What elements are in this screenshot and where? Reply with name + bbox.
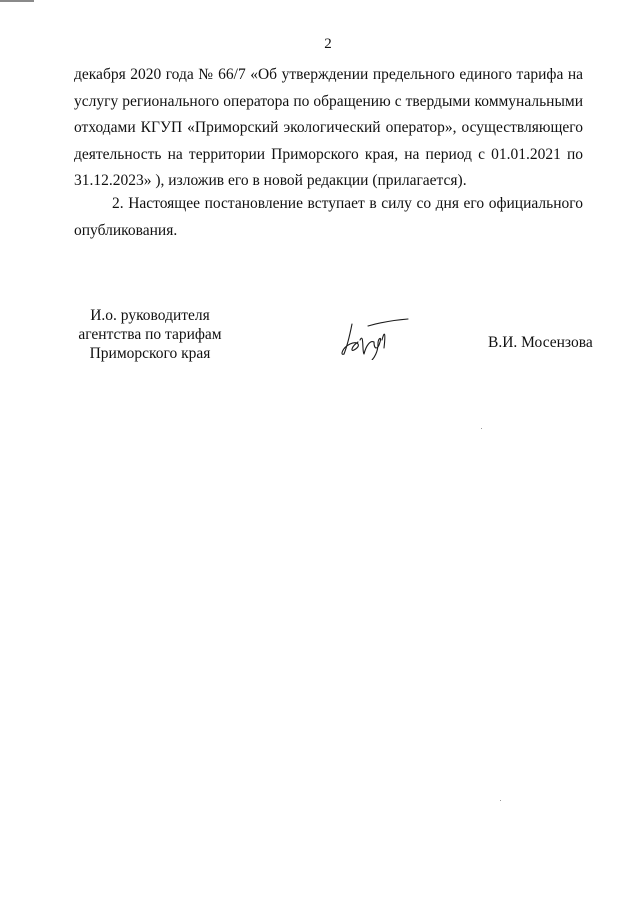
- scan-edge-mark: [0, 0, 34, 2]
- position-line-1: И.о. руководителя: [90, 307, 210, 324]
- scan-speck: [481, 428, 482, 429]
- signer-name: В.И. Мосензова: [488, 334, 593, 351]
- page-number: 2: [324, 36, 332, 52]
- handwritten-signature: [338, 316, 418, 360]
- body-paragraph-1: декабря 2020 года № 66/7 «Об утверждении предельного единого тарифа на услугу регионального оператора по обращению с твердыми коммунальными отходами КГУП «Приморский экологический оператор», осуществляющего деятельность на территории Приморского края, на период с 01.01.2021 по 31.12.2023» ), изложив его в новой редакции (прилагается).: [74, 66, 583, 189]
- position-line-3: Приморского края: [89, 345, 211, 362]
- body-paragraph-2: 2. Настоящее постановление вступает в силу со дня его официального опубликования.: [74, 195, 583, 239]
- scan-speck: [500, 800, 501, 801]
- signatory-position: [60, 306, 240, 363]
- position-line-2: агентства по тарифам: [78, 326, 222, 343]
